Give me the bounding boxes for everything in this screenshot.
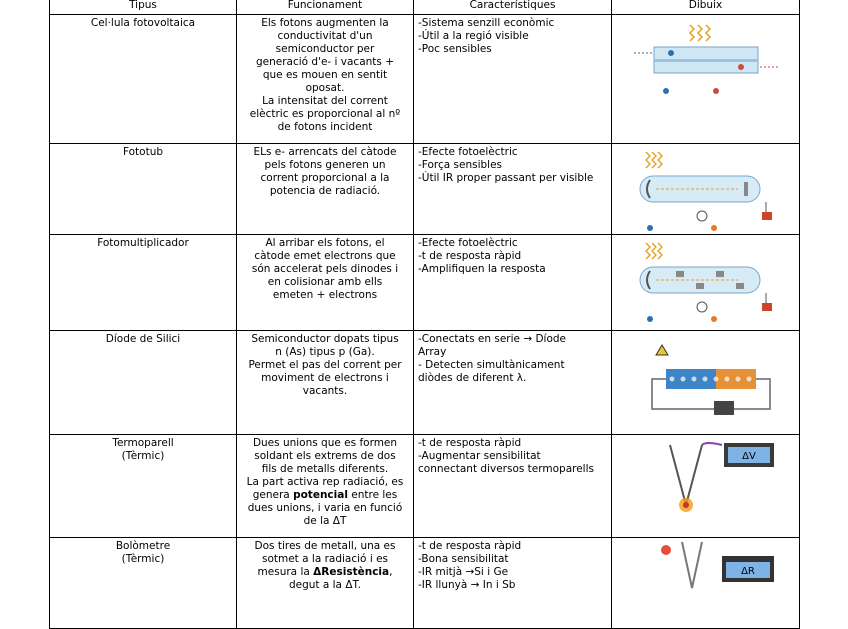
characteristics-line: -Sistema senzill econòmic	[418, 17, 555, 29]
function-line: Els fotons augmenten la	[261, 17, 389, 29]
table-row	[50, 435, 800, 538]
function-line: que es mouen en sentit	[262, 69, 388, 81]
function-cell	[237, 538, 414, 629]
function-line: La part activa rep radiació, es	[246, 476, 404, 488]
header-type: Tipus	[50, 0, 237, 15]
characteristics-line: -t de resposta ràpid	[418, 250, 522, 262]
characteristics-cell	[414, 15, 612, 144]
type-line: (Tèrmic)	[121, 450, 165, 462]
function-line: n (As) tipus p (Ga).	[275, 346, 375, 358]
function-cell	[237, 235, 414, 331]
type-cell	[50, 331, 237, 435]
function-cell	[237, 15, 414, 144]
header-function: Funcionament	[237, 0, 414, 15]
function-line: soldant els extrems de dos	[254, 450, 396, 462]
type-line: Cel·lula fotovoltaica	[90, 17, 196, 29]
function-line: càtode emet electrons que	[254, 250, 396, 262]
function-line: de fotons incident	[277, 121, 373, 133]
drawing-cell	[612, 538, 800, 629]
function-line: sotmet a la radiació i es	[261, 553, 389, 565]
characteristics-cell	[414, 331, 612, 435]
function-line: Dos tires de metall, una es	[254, 540, 396, 552]
table-row	[50, 235, 800, 331]
drawing-cell	[612, 144, 800, 235]
photomultiplier-diagram	[626, 235, 786, 325]
function-line: ELs e- arrencats del càtode	[253, 146, 397, 158]
characteristics-cell	[414, 435, 612, 538]
characteristics-line: -Efecte fotoelèctric	[418, 146, 518, 158]
function-line: Semiconductor dopats tipus	[251, 333, 399, 345]
characteristics-line: -Bona sensibilitat	[418, 553, 509, 565]
table-row	[50, 331, 800, 435]
characteristics-line: diòdes de diferent λ.	[418, 372, 527, 384]
function-line: conductivitat d'un	[277, 30, 373, 42]
characteristics-line: -IR mitjà →Si i Ge	[418, 566, 509, 578]
photovoltaic-cell-diagram	[626, 15, 786, 105]
function-line: Dues unions que es formen	[252, 437, 398, 449]
function-line: dues unions, i varia en funció	[247, 502, 403, 514]
bolometer-diagram	[626, 538, 786, 628]
characteristics-line: Array	[418, 346, 447, 358]
function-line: en colisionar amb ells	[267, 276, 383, 288]
type-line: Fototub	[122, 146, 164, 158]
function-line: fils de metalls diferents.	[261, 463, 389, 475]
characteristics-line: connectant diversos termoparells	[418, 463, 594, 475]
header-drawing: Dibuix	[612, 0, 800, 15]
characteristics-line: -Augmentar sensibilitat	[418, 450, 541, 462]
characteristics-line: -Conectats en serie → Díode	[418, 333, 567, 345]
svg-text:ΔR: ΔR	[740, 566, 755, 577]
header-characteristics: Característiques	[414, 0, 612, 15]
function-line: corrent proporcional a la	[260, 172, 390, 184]
function-cell	[237, 331, 414, 435]
function-cell	[237, 144, 414, 235]
characteristics-cell	[414, 538, 612, 629]
characteristics-line: -Poc sensibles	[418, 43, 492, 55]
function-line: mesura la ΔResistència,	[257, 566, 393, 578]
function-line: pels fotons generen un	[264, 159, 386, 171]
characteristics-line: -t de resposta ràpid	[418, 437, 522, 449]
type-cell	[50, 144, 237, 235]
function-line: generació d'e- i vacants +	[255, 56, 395, 68]
function-line: Permet el pas del corrent per	[248, 359, 402, 371]
function-line: La intensitat del corrent	[262, 95, 388, 107]
function-line: elèctric es proporcional al nº	[249, 108, 401, 120]
function-line: genera potencial entre les	[252, 489, 398, 501]
function-line: moviment de electrons i	[261, 372, 389, 384]
characteristics-line: -t de resposta ràpid	[418, 540, 522, 552]
silicon-diode-diagram	[626, 331, 786, 421]
type-line: Díode de Silici	[105, 333, 181, 345]
table-row	[50, 538, 800, 629]
type-line: Bolòmetre	[115, 540, 171, 552]
characteristics-line: -IR llunyà → In i Sb	[418, 579, 516, 591]
document-page	[49, 0, 799, 629]
function-line: degut a la ΔT.	[288, 579, 362, 591]
characteristics-cell	[414, 235, 612, 331]
function-line: de la ΔT	[303, 515, 347, 527]
drawing-cell	[612, 235, 800, 331]
phototube-diagram	[626, 144, 786, 234]
svg-text:ΔV: ΔV	[741, 451, 756, 462]
type-cell	[50, 538, 237, 629]
function-line: semiconductor per	[275, 43, 375, 55]
thermocouple-diagram	[626, 435, 786, 525]
characteristics-line: -Útil a la regió visible	[418, 30, 529, 42]
function-line: Al arribar els fotons, el	[265, 237, 385, 249]
type-cell	[50, 15, 237, 144]
function-line: oposat.	[305, 82, 345, 94]
type-cell	[50, 235, 237, 331]
characteristics-cell	[414, 144, 612, 235]
characteristics-line: -Amplifiquen la resposta	[418, 263, 546, 275]
header-row	[50, 0, 800, 15]
type-line: Termoparell	[112, 437, 174, 449]
type-line: Fotomultiplicador	[97, 237, 189, 249]
function-line: emeten + electrons	[272, 289, 378, 301]
characteristics-line: -Útil IR proper passant per visible	[418, 172, 594, 184]
type-cell	[50, 435, 237, 538]
drawing-cell	[612, 331, 800, 435]
detectors-table	[49, 0, 800, 629]
function-line: vacants.	[302, 385, 348, 397]
table-row	[50, 15, 800, 144]
characteristics-line: - Detecten simultànicament	[418, 359, 565, 371]
characteristics-line: -Força sensibles	[418, 159, 502, 171]
function-line: són accelerat pels dinodes i	[251, 263, 399, 275]
function-cell	[237, 435, 414, 538]
characteristics-line: -Efecte fotoelèctric	[418, 237, 518, 249]
table-row	[50, 144, 800, 235]
drawing-cell	[612, 435, 800, 538]
type-line: (Tèrmic)	[121, 553, 165, 565]
drawing-cell	[612, 15, 800, 144]
function-line: potencia de radiació.	[269, 185, 381, 197]
